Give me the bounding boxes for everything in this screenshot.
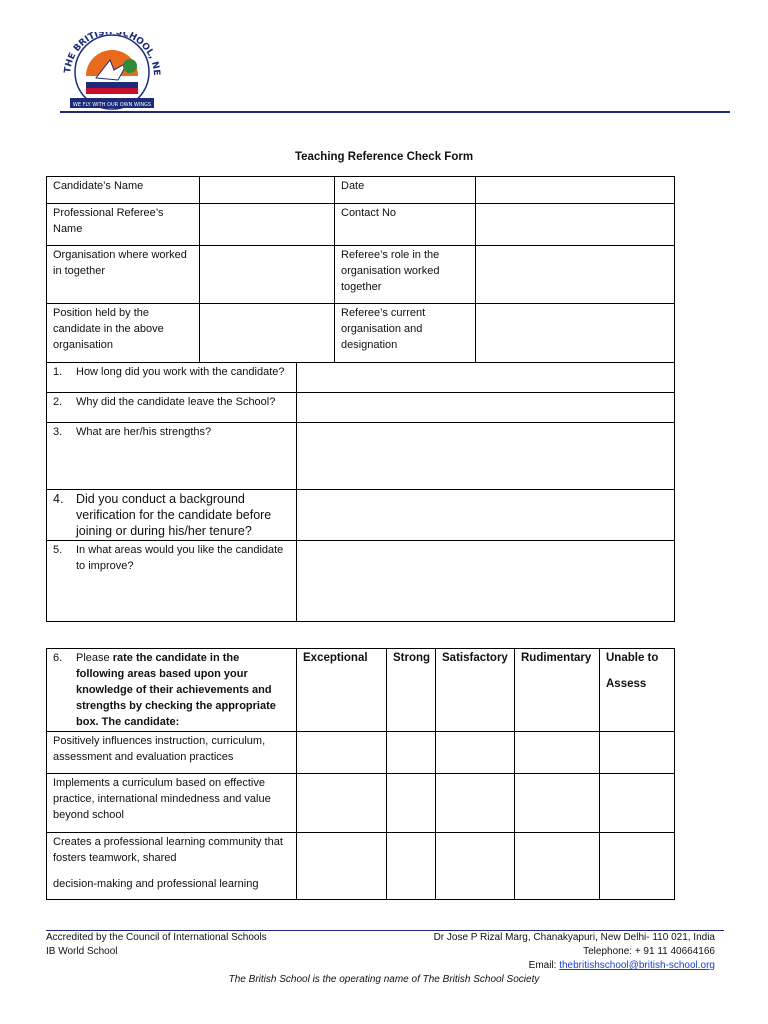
- question-5: [47, 541, 297, 622]
- rating-checkbox[interactable]: [600, 732, 675, 774]
- candidate-name-label: Candidate’s Name: [47, 177, 200, 204]
- question-3: [47, 423, 297, 490]
- answer-1-field[interactable]: [297, 363, 675, 393]
- candidate-info-table: [46, 176, 675, 363]
- col-exceptional: Exceptional: [297, 649, 387, 732]
- rating-checkbox[interactable]: [387, 833, 436, 900]
- rating-checkbox[interactable]: [600, 774, 675, 833]
- question-number: 3.: [53, 426, 63, 438]
- question-text: How long did you work with the candidate?: [76, 366, 285, 378]
- answer-5-field[interactable]: [297, 541, 675, 622]
- question-1: [47, 363, 297, 393]
- rating-checkbox[interactable]: [600, 833, 675, 900]
- question-number: 5.: [53, 544, 63, 556]
- criterion-3: [47, 833, 297, 900]
- col-rudimentary: Rudimentary: [515, 649, 600, 732]
- col-unable-to-assess: [600, 649, 675, 732]
- col-unable-line2: Assess: [606, 678, 647, 690]
- criterion-2: Implements a curriculum based on effective practice, international mindedness and value beyond school: [47, 774, 297, 833]
- referee-role-field[interactable]: [476, 246, 675, 304]
- contact-label: Contact No: [335, 204, 476, 246]
- email-link[interactable]: thebritishschool@british-school.org: [559, 960, 715, 971]
- question-text: What are her/his strengths?: [76, 426, 212, 438]
- position-field[interactable]: [200, 304, 335, 363]
- rating-prompt-text: rate the candidate in the following areas based upon your knowledge of their achievements and strengths by checking the appropriate box. The candidate:: [76, 652, 276, 728]
- rating-checkbox[interactable]: [387, 732, 436, 774]
- rating-prompt-lead: Please: [76, 652, 113, 664]
- questions-table: [46, 362, 675, 622]
- rating-checkbox[interactable]: [515, 774, 600, 833]
- form-title: Teaching Reference Check Form: [294, 151, 474, 163]
- rating-checkbox[interactable]: [387, 774, 436, 833]
- rating-table: [46, 648, 675, 900]
- contact-field[interactable]: [476, 204, 675, 246]
- col-strong: Strong: [387, 649, 436, 732]
- rating-checkbox[interactable]: [297, 774, 387, 833]
- date-label: Date: [335, 177, 476, 204]
- answer-3-field[interactable]: [297, 423, 675, 490]
- referee-label: Professional Referee’s Name: [47, 204, 200, 246]
- date-field[interactable]: [476, 177, 675, 204]
- rating-checkbox[interactable]: [515, 732, 600, 774]
- criterion-1: Positively influences instruction, curriculum, assessment and evaluation practices: [47, 732, 297, 774]
- question-text: Why did the candidate leave the School?: [76, 396, 276, 408]
- footer-ib: IB World School: [46, 946, 118, 957]
- footer-accreditation: Accredited by the Council of International Schools: [46, 932, 267, 943]
- referee-current-field[interactable]: [476, 304, 675, 363]
- referee-role-label: Referee’s role in the organisation worked together: [335, 246, 476, 304]
- question-text: In what areas would you like the candidate to improve?: [76, 544, 284, 572]
- rating-checkbox[interactable]: [515, 833, 600, 900]
- rating-checkbox[interactable]: [297, 833, 387, 900]
- footer-note: The British School is the operating name of The British School Society: [228, 974, 540, 985]
- col-satisfactory: Satisfactory: [436, 649, 515, 732]
- organisation-label: Organisation where worked in together: [47, 246, 200, 304]
- rating-checkbox[interactable]: [297, 732, 387, 774]
- referee-field[interactable]: [200, 204, 335, 246]
- footer-telephone: Telephone: + 91 11 40664166: [583, 946, 715, 957]
- question-number: 6.: [53, 652, 63, 664]
- school-logo: [56, 32, 168, 112]
- footer-address: Dr Jose P Rizal Marg, Chanakyapuri, New Delhi- 110 021, India: [433, 932, 715, 943]
- referee-current-label: Referee’s current organisation and designation: [335, 304, 476, 363]
- rating-checkbox[interactable]: [436, 732, 515, 774]
- candidate-name-field[interactable]: [200, 177, 335, 204]
- svg-text:THE BRITISH SCHOOL, NEW DELHI: THE BRITISH SCHOOL, NE: [63, 32, 162, 76]
- criterion-3-line1: Creates a professional learning community that fosters teamwork, shared: [53, 836, 283, 864]
- email-label: Email:: [528, 960, 560, 971]
- criterion-3-line2: decision-making and professional learning: [53, 878, 259, 890]
- footer-email: [529, 959, 715, 973]
- rating-checkbox[interactable]: [436, 774, 515, 833]
- answer-4-field[interactable]: [297, 490, 675, 541]
- organisation-field[interactable]: [200, 246, 335, 304]
- rating-prompt: [47, 649, 297, 732]
- question-number: 1.: [53, 366, 63, 378]
- header-rule: [60, 111, 730, 113]
- question-number: 4.: [53, 492, 64, 506]
- col-unable-line1: Unable to: [606, 652, 659, 664]
- question-text: Did you conduct a background verification for the candidate before joining or during his/her tenure?: [76, 492, 272, 538]
- question-number: 2.: [53, 396, 63, 408]
- rating-checkbox[interactable]: [436, 833, 515, 900]
- position-label: Position held by the candidate in the above organisation: [47, 304, 200, 363]
- question-2: [47, 393, 297, 423]
- answer-2-field[interactable]: [297, 393, 675, 423]
- question-4: [47, 490, 297, 541]
- svg-text:WE FLY WITH OUR OWN WINGS: WE FLY WITH OUR OWN WINGS: [72, 102, 152, 108]
